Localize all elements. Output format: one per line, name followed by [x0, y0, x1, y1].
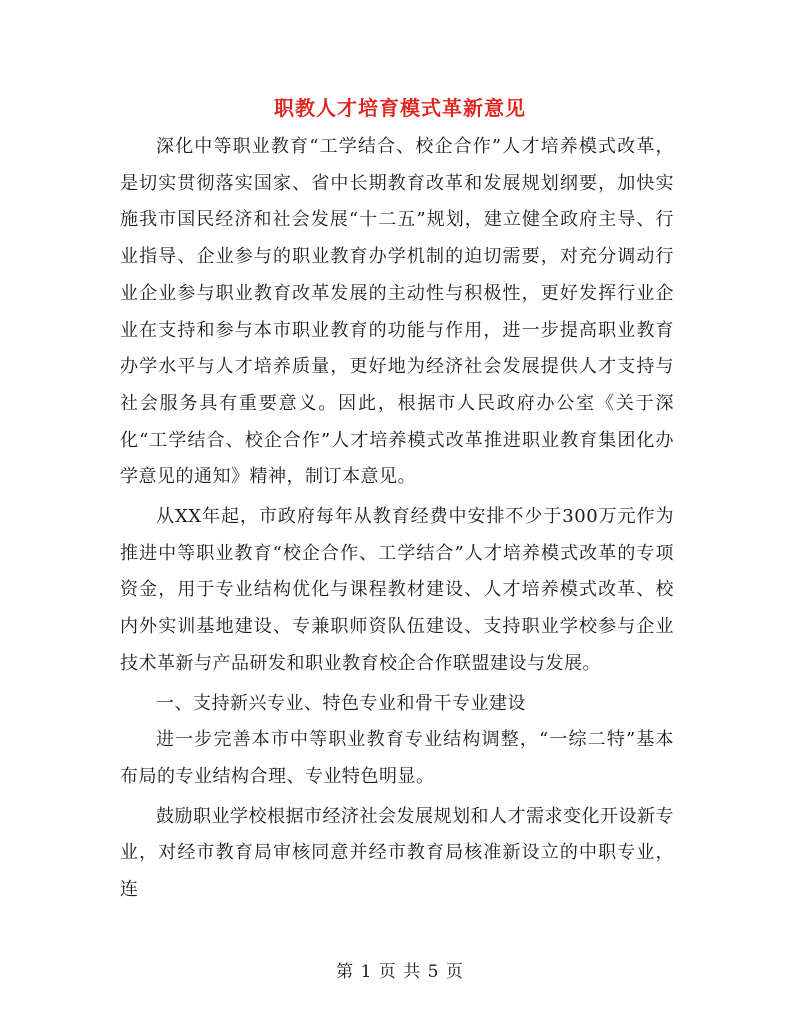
document-title: 职教人才培育模式革新意见	[274, 96, 526, 120]
paragraph-structure: 进一步完善本市中等职业教育专业结构调整，“一综二特”基本布局的专业结构合理、专业特色明显。	[120, 729, 674, 787]
paragraph-new-majors: 鼓励职业学校根据市经济社会发展规划和人才需求变化开设新专业，对经市教育局审核同意并经市教育局核准新设立的中职专业，连	[120, 805, 674, 901]
document-body	[120, 129, 674, 909]
paragraph-intro: 深化中等职业教育“工学结合、校企合作”人才培养模式改革，是切实贯彻落实国家、省中长期教育改革和发展规划纲要，加快实施我市国民经济和社会发展“十二五”规划，建立健全政府主导、行业指导、企业参与的职业教育办学机制的迫切需要，对充分调动行业企业参与职业教育改革发展的主动性与积极性，更好发挥行业企业在支持和参与本市职业教育的功能与作用，进一步提高职业教育办学水平与人才培养质量，更好地为经济社会发展提供人才支持与社会服务具有重要意义。因此，根据市人民政府办公室《关于深化“工学结合、校企合作”人才培养模式改革推进职业教育集团化办学意见的通知》精神，制订本意见。	[120, 136, 674, 488]
section-heading-1: 一、支持新兴专业、特色专业和骨干专业建设	[156, 692, 526, 714]
page-indicator: 第 1 页 共 5 页	[336, 962, 464, 982]
paragraph-funding: 从XX年起，市政府每年从教育经费中安排不少于300万元作为推进中等职业教育“校企合作、工学结合”人才培养模式改革的专项资金，用于专业结构优化与课程教材建设、人才培养模式改革、校内外实训基地建设、专兼职师资队伍建设、支持职业学校参与企业技术革新与产品研发和职业教育校企合作联盟建设与发展。	[120, 506, 674, 674]
